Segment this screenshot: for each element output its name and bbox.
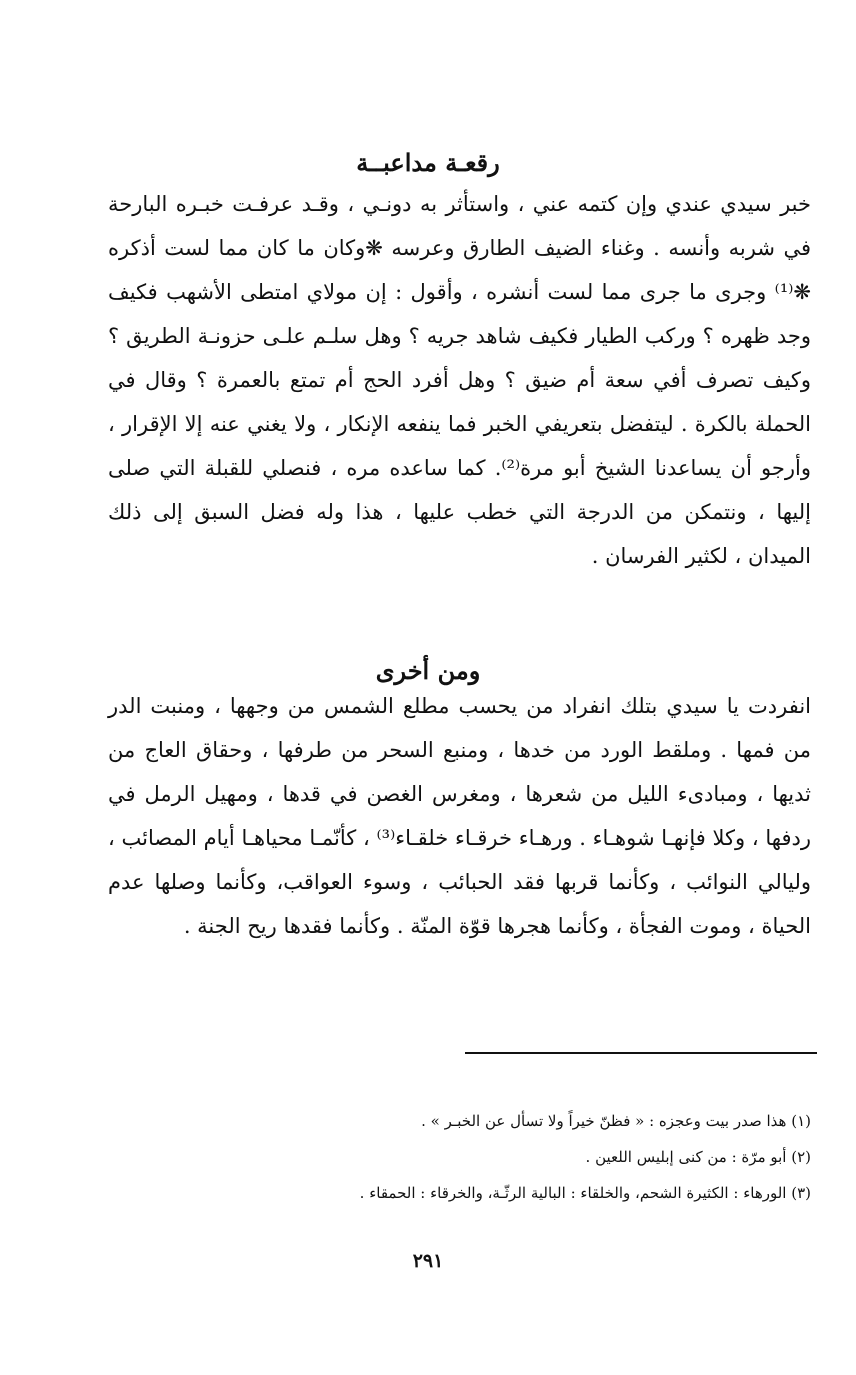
footnote-2: (٢) أبو مرّة : من كنى إبليس اللعين . bbox=[585, 1148, 811, 1166]
page-number: ٢٩١ bbox=[412, 1250, 444, 1272]
section-title-1: رقعـة مداعبــة bbox=[356, 147, 500, 177]
footnotes-list bbox=[108, 1103, 811, 1211]
section-paragraph-1: خبر سيدي عندي وإن كتمه عني ، واستأثر به دونـي ، وقـد عرفـت خبـره البارحة في شربه وأنسه . وغناء الضيف الطارق وعرسه ❋وكان ما كان مما لست أذكره ❋⁽¹⁾ وجرى ما جرى مما لست أنشره ، وأقول : إن مولاي امتطى الأشهب فكيف وجد ظهره ؟ وركب الطيار فكيف شاهد جريه ؟ وهل سلـم علـى حزونـة الطريق ؟ وكيف تصرف أفي سعة أم ضيق ؟ وهل أفرد الحج أم تمتع بالعمرة ؟ وقال في الحملة بالكرة . ليتفضل بتعريفي الخبر فما ينفعه الإنكار ، ولا يغني عنه إلا الإقرار ، وأرجو أن يساعدنا الشيخ أبو مرة⁽²⁾. كما ساعده مره ، فنصلي للقبلة التي صلى إليها ، ونتمكن من الدرجة التي خطب عليها ، هذا وله فضل السبق إلى ذلك الميدان ، لكثير الفرسان . bbox=[108, 192, 811, 568]
section-paragraph-2: انفردت يا سيدي بتلك انفراد من يحسب مطلع الشمس من وجهها ، ومنبت الدر من فمها . وملقط الورد من خدها ، ومنبع السحر من طرفها ، وحقاق العاج من ثديها ، ومبادىء الليل من شعرها ، ومغرس الغصن في قدها ، ومهيل الرمل في ردفها ، وكلا فإنهـا شوهـاء . ورهـاء خرقـاء خلقـاء⁽³⁾ ، كأنّمـا محياهـا أيام المصائب ، وليالي النوائب ، وكأنما قربها فقد الحبائب ، وسوء العواقب، وكأنما وصلها عدم الحياة ، وموت الفجأة ، وكأنما هجرها قوّة المنّة . وكأنما فقدها ريح الجنة . bbox=[108, 694, 812, 938]
footnote-3: (٣) الورهاء : الكثيرة الشحم، والخلقاء : البالية الرثّـة، والخرقاء : الحمقاء . bbox=[359, 1184, 811, 1202]
section-title-2: ومن أخرى bbox=[375, 655, 481, 685]
footnote-divider bbox=[465, 1052, 817, 1054]
footnote-1: (١) هذا صدر بيت وعجزه : « فظنّ خيراً ولا تسأل عن الخبـر » . bbox=[421, 1112, 811, 1130]
